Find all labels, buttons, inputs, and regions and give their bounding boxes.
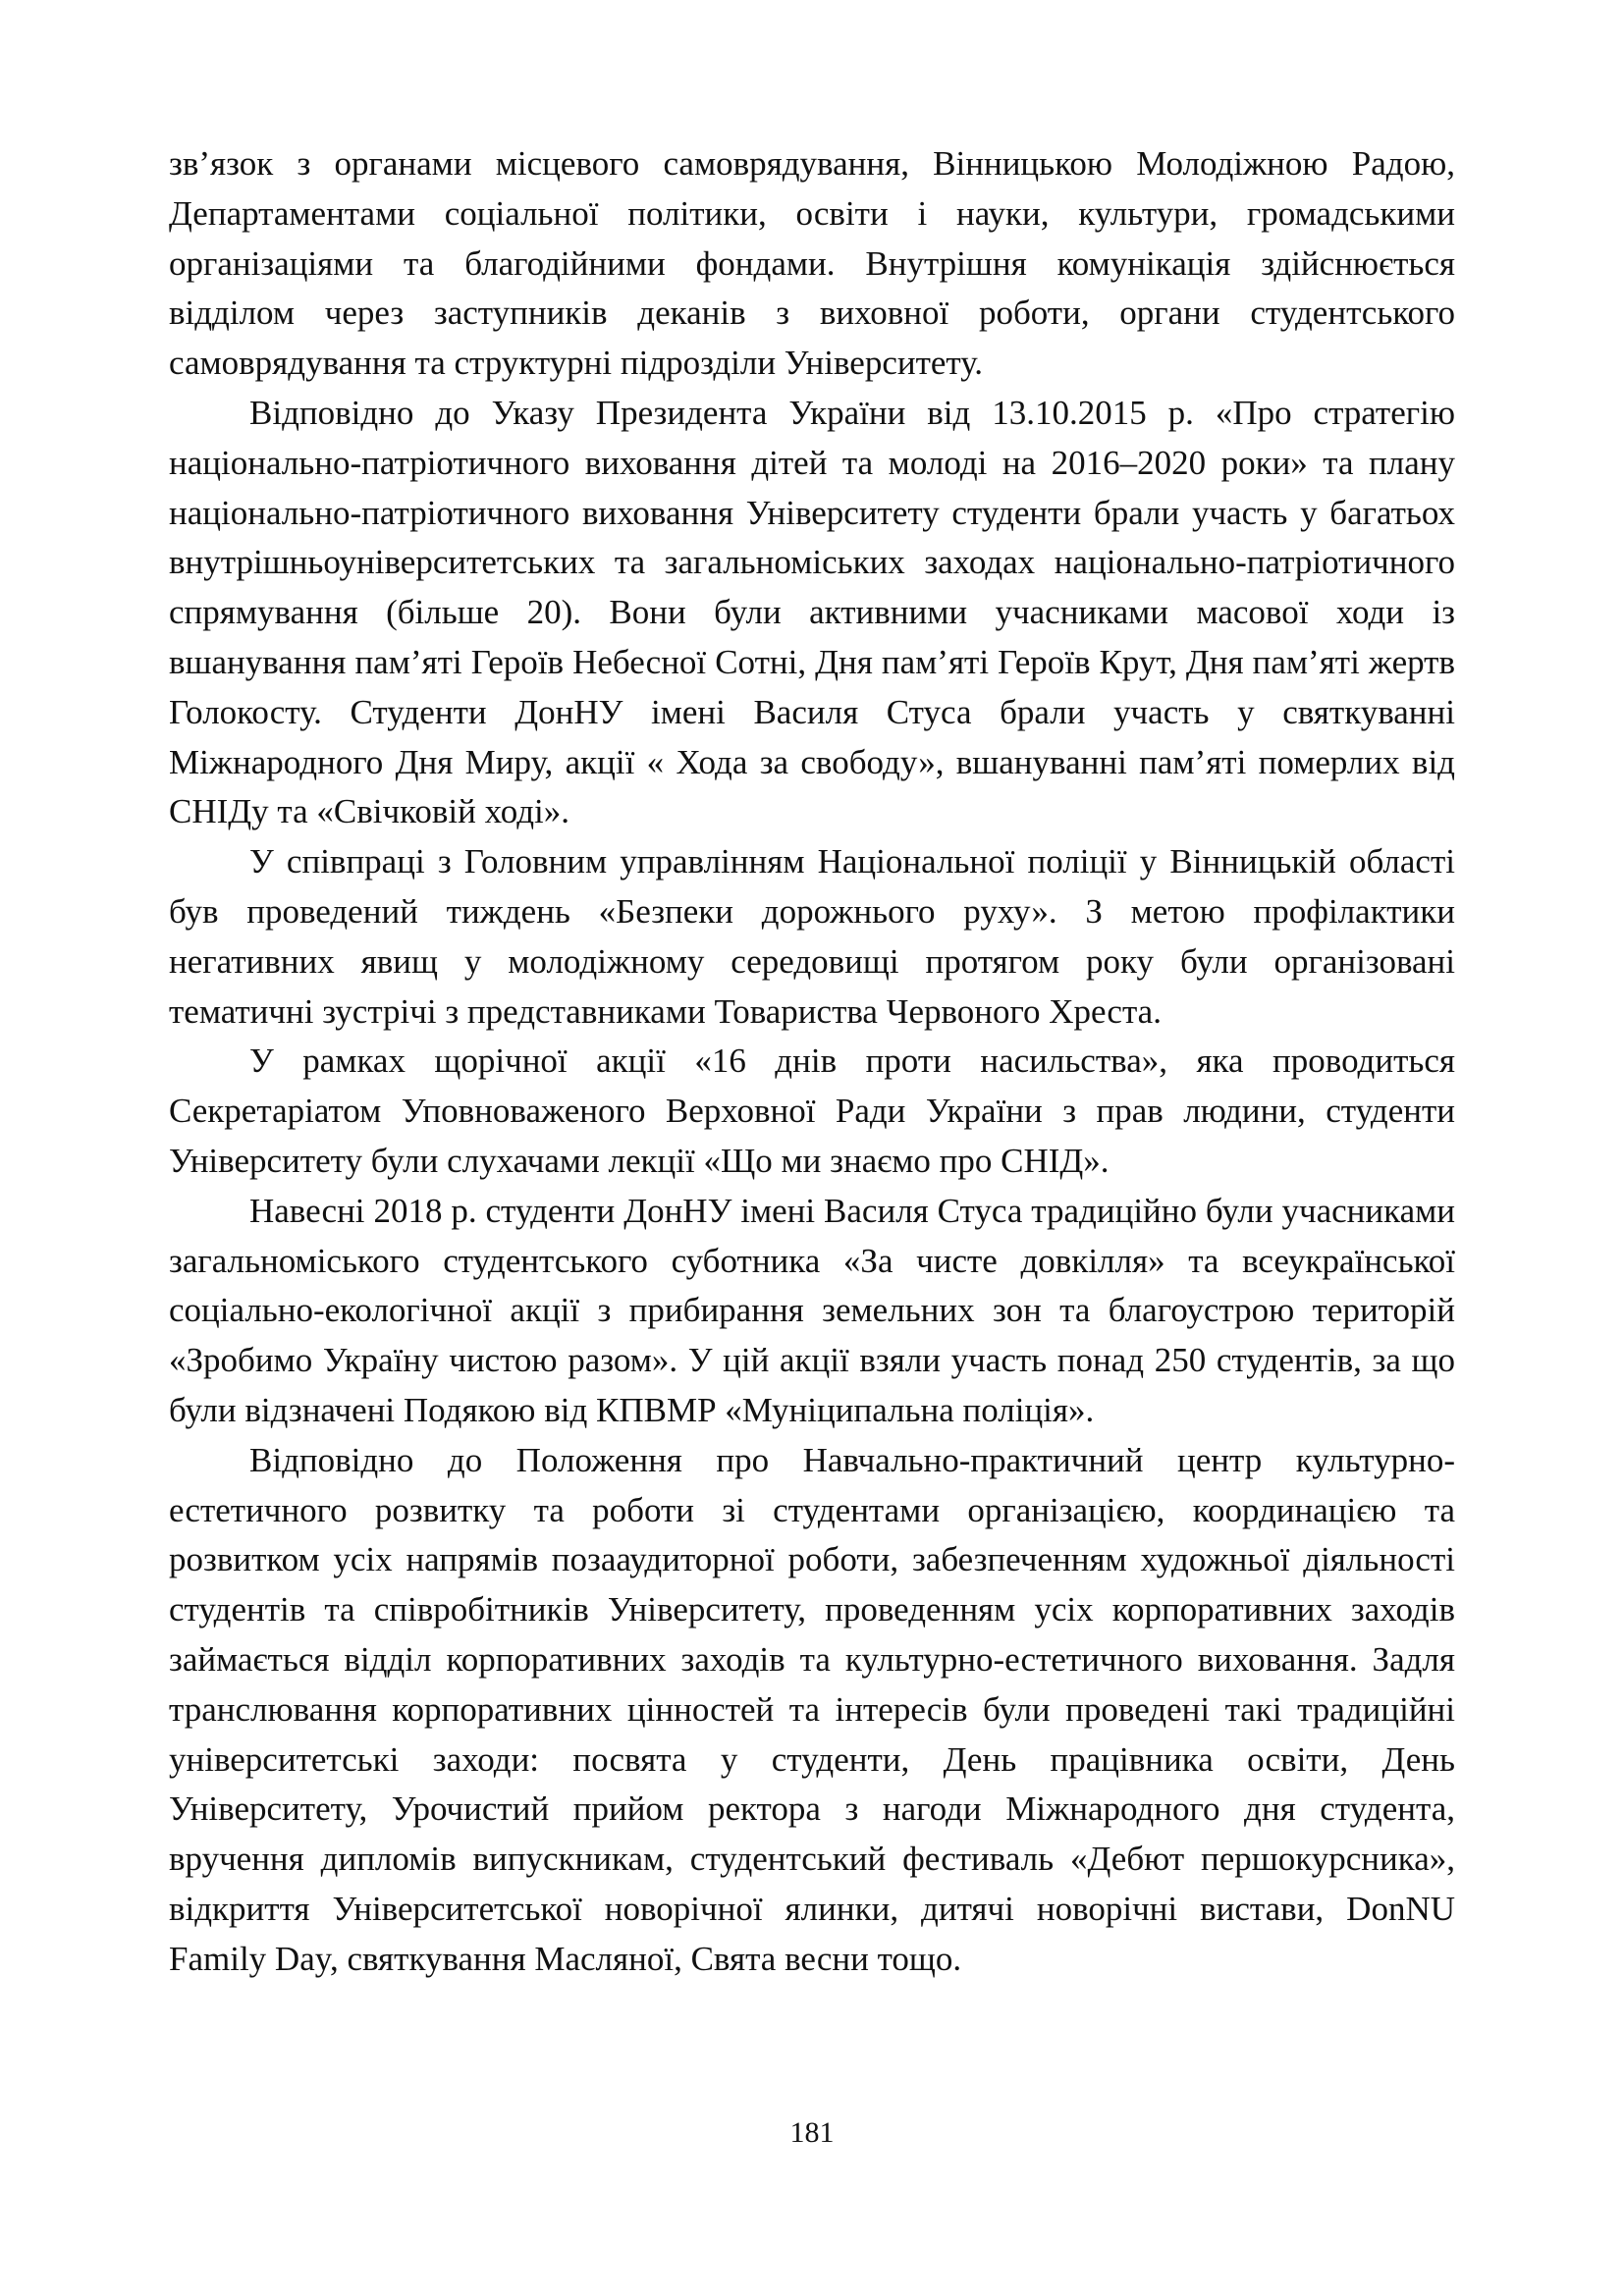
- paragraph-6: Відповідно до Положення про Навчально-практичний центр культурно-естетичного розвитку та роботи зі студентами організацією, координацією та розвитком усіх напрямів позааудиторної роботи, забезпеченням художньої діяльності студентів та співробітників Університету, проведенням усіх корпоративних заходів займається відділ корпоративних заходів та культурно-естетичного виховання. Задля транслювання корпоративних цінностей та інтересів були проведені такі традиційні університетські заходи: посвята у студенти, День працівника освіти, День Університету, Урочистий прийом ректора з нагоди Міжнародного дня студента, вручення дипломів випускникам, студентський фестиваль «Дебют першокурсника», відкриття Університетської новорічної ялинки, дитячі новорічні вистави, DonNU Family Day, святкування Масляної, Свята весни тощо.: [169, 1440, 1455, 1978]
- paragraph-5: Навесні 2018 р. студенти ДонНУ імені Василя Стуса традиційно були учасниками загальноміського студентського суботника «За чисте довкілля» та всеукраїнської соціально-екологічної акції з прибирання земельних зон та благоустрою територій «Зробимо Україну чистою разом». У цій акції взяли участь понад 250 студентів, за що були відзначені Подякою від КПВМР «Муніципальна поліція».: [169, 1191, 1455, 1429]
- paragraph-2: Відповідно до Указу Президента України від 13.10.2015 р. «Про стратегію національно-патріотичного виховання дітей та молоді на 2016–2020 роки» та плану національно-патріотичного виховання Університету студенти брали участь у багатьох внутрішньоуніверситетських та загальноміських заходах національно-патріотичного спрямування (більше 20). Вони були активними учасниками масової ходи із вшанування пам’яті Героїв Небесної Сотні, Дня пам’яті Героїв Крут, Дня пам’яті жертв Голокосту. Студенти ДонНУ імені Василя Стуса брали участь у святкуванні Міжнародного Дня Миру, акції « Хода за свободу», вшануванні пам’яті померлих від СНІДу та «Свічковій ході».: [169, 393, 1455, 831]
- page-number: 181: [789, 2116, 835, 2149]
- paragraph-1: зв’язок з органами місцевого самоврядування, Вінницькою Молодіжною Радою, Департаментами соціальної політики, освіти і науки, культури, громадськими організаціями та благодійними фондами. Внутрішня комунікація здійснюється відділом через заступників деканів з виховної роботи, органи студентського самоврядування та структурні підрозділи Університету.: [169, 144, 1455, 383]
- paragraph-4: У рамках щорічної акції «16 днів проти насильства», яка проводиться Секретаріатом Уповноваженого Верховної Ради України з прав людини, студенти Університету були слухачами лекції «Що ми знаємо про СНІД».: [169, 1041, 1455, 1180]
- paragraph-3: У співпраці з Головним управлінням Національної поліції у Вінницькій області був проведений тиждень «Безпеки дорожнього руху». З метою профілактики негативних явищ у молодіжному середовищі протягом року були організовані тематичні зустрічі з представниками Товариства Червоного Хреста.: [169, 842, 1455, 1031]
- document-page-body: [169, 139, 1455, 1984]
